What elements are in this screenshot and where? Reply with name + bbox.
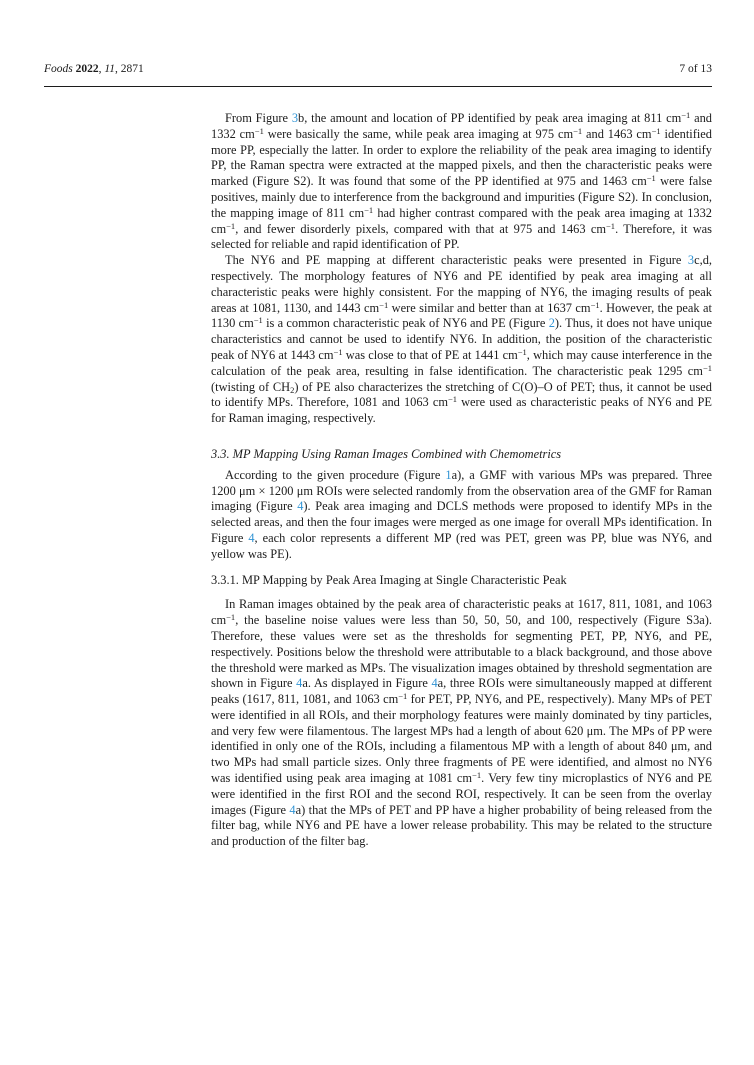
figure-reference-link[interactable]: 4	[248, 530, 255, 545]
text-run: were used as characteristic peaks of NY6 and PE for Raman imaging, respectively.	[211, 395, 712, 426]
text-run: −1	[646, 173, 656, 184]
text-run: , 2871	[115, 63, 144, 75]
text-run: 2022	[75, 63, 99, 75]
text-run: −1	[254, 125, 264, 136]
text-run: , each color represents a different MP (red was PET, green was PP, blue was NY6, and yellow was PE).	[211, 530, 712, 561]
text-run: −1	[333, 346, 343, 357]
text-run: , and fewer disorderly pixels, compared with that at 975 and 1463 cm	[235, 221, 607, 236]
text-run: −1	[702, 362, 712, 373]
text-run: 3.3. MP Mapping Using Raman Images Combined with Chemometrics	[211, 446, 562, 461]
text-run: were false positives, mainly due to interference from the background and impurities (Figure S2). In conclusion, the mapping image of 811 cm	[211, 174, 712, 220]
text-run: was close to that of PE at 1441 cm	[342, 347, 518, 362]
text-run: and 1463 cm	[582, 126, 652, 141]
text-run: −1	[447, 394, 458, 405]
text-run: −1	[379, 299, 389, 310]
text-run: and 1332 cm	[211, 111, 712, 141]
header-rule	[44, 86, 712, 87]
text-run: . Very few tiny microplastics of NY6 and PE were identified in the first ROI and the second ROI, respectively. It can be seen from the overlay images (Figure	[211, 771, 712, 817]
text-run: , the baseline noise values were less than 50, 50, 50, and 100, respectively (Figure S3a). Therefore, these values were set as the thresholds for segmenting PET, PP, NY6, and PE, respectively. Positions below the threshold were attributable to a black background, and those above the threshold were marked as MPs. The visualization images obtained by threshold segmentation are shown in Figure	[211, 613, 712, 691]
text-run: ). Thus, it does not have unique characteristics and cannot be used to identify NY6. In addition, the position of the characteristic peak of NY6 at 1443 cm	[211, 316, 712, 362]
figure-reference-link[interactable]: 1	[445, 467, 452, 482]
paragraph	[211, 597, 712, 850]
text-run: −1	[590, 299, 600, 310]
paragraph	[211, 253, 712, 427]
text-run: −1	[681, 110, 691, 120]
text-run: From Figure	[225, 111, 292, 125]
figure-reference-link[interactable]: 4	[431, 676, 438, 691]
text-run: Foods	[44, 63, 76, 75]
article-body	[211, 111, 712, 850]
text-run: . Therefore, it was selected for reliable and rapid identification of PP.	[211, 221, 712, 252]
text-run: −1	[651, 125, 661, 136]
text-run: −1	[573, 125, 583, 136]
text-run: ) of PE also characterizes the stretching of C(O)–O of PET; thus, it cannot be used to identify MPs. Therefore, 1081 and 1063 cm	[211, 379, 713, 410]
text-run: 3.3.1. MP Mapping by Peak Area Imaging at Single Characteristic Peak	[211, 572, 567, 587]
paragraph	[211, 111, 712, 253]
text-run: . However, the peak at 1130 cm	[211, 300, 712, 331]
subsection-heading	[211, 573, 712, 589]
text-run: −1	[398, 691, 408, 702]
text-run: a) that the MPs of PET and PP have a higher probability of being released from the filter bag, while NY6 and PE have a lower release probability. This may be related to the structure and production of the filter bag.	[211, 802, 713, 849]
text-run: 11	[104, 63, 116, 75]
text-run: −1	[364, 204, 374, 215]
text-run: −1	[472, 770, 482, 781]
figure-reference-link[interactable]: 4	[297, 499, 304, 514]
text-run: is a common characteristic peak of NY6 and PE (Figure	[262, 316, 549, 331]
figure-reference-link[interactable]: 4	[289, 802, 296, 817]
text-run: In Raman images obtained by the peak area of characteristic peaks at 1617, 811, 1081, and 1063 cm	[211, 597, 712, 628]
running-head	[44, 63, 712, 75]
figure-reference-link[interactable]: 2	[548, 316, 555, 331]
section-heading	[211, 447, 712, 463]
paragraph	[211, 468, 712, 563]
text-run: b, the amount and location of PP identified by peak area imaging at 811 cm	[298, 111, 682, 125]
text-run: ,	[98, 63, 105, 75]
text-run: were basically the same, while peak area imaging at 975 cm	[263, 126, 574, 141]
text-run: (twisting of CH	[211, 379, 291, 394]
text-run: a, three ROIs were simultaneously mapped at different peaks (1617, 811, 1081, and 1063 cm	[211, 676, 713, 707]
text-run: identified more PP, especially the latter. In order to explore the reliability of the peak area imaging to identify PP, the Raman spectra were extracted at the mapped pixels, and then the characteristic peaks were marked (Figure S2). It was found that some of the PP identified at 975 and 1463 cm	[211, 126, 712, 189]
text-run: for PET, PP, NY6, and PE, respectively). Many MPs of PET were identified in all ROIs, and their morphology features were mainly dominated by tiny particles, and very few were filamentous. The largest MPs had a length of about 620 μm. The MPs of PP were identified in only one of the ROIs, including a filamentous MP with a length of about 840 μm, and two MPs had small particle sizes. Only three fragments of PE were identified, and almost no NY6 was identified using peak area imaging at 1081 cm	[211, 692, 712, 786]
text-run: a. As displayed in Figure	[302, 676, 432, 691]
figure-reference-link[interactable]: 3	[687, 253, 695, 268]
text-run: −1	[517, 346, 527, 357]
figure-reference-link[interactable]: 3	[291, 111, 299, 125]
text-run: −1	[606, 220, 616, 231]
page-number: 7 of 13	[679, 63, 712, 75]
text-run: c,d, respectively. The morphology features of NY6 and PE identified by peak area imaging at all characteristic peaks were highly consistent. For the mapping of NY6, the imaging results of peak areas at 1081, 1130, and 1443 cm	[211, 253, 712, 315]
text-run: −1	[226, 220, 236, 231]
text-run: 2	[290, 384, 295, 395]
text-run: a), a GMF with various MPs was prepared. Three 1200 μm × 1200 μm ROIs were selected randomly from the observation area of the GMF for Raman imaging (Figure	[211, 467, 713, 514]
figure-reference-link[interactable]: 4	[296, 676, 303, 691]
journal-citation	[44, 63, 144, 75]
text-run: The NY6 and PE mapping at different characteristic peaks were presented in Figure	[225, 253, 688, 268]
text-run: had higher contrast compared with the peak area imaging at 1332 cm	[211, 205, 712, 236]
text-run: , which may cause interference in the calculation of the peak area, resulting in false identification. The characteristic peak 1295 cm	[211, 347, 712, 378]
text-run: −1	[226, 612, 236, 623]
text-run: −1	[253, 315, 263, 326]
text-run: were similar and better than at 1637 cm	[388, 300, 591, 315]
text-run: According to the given procedure (Figure	[225, 467, 446, 482]
text-run: ). Peak area imaging and DCLS methods were proposed to identify MPs in the selected areas, and then the four images were merged as one image for overall MPs identification. In Figure	[211, 499, 713, 545]
